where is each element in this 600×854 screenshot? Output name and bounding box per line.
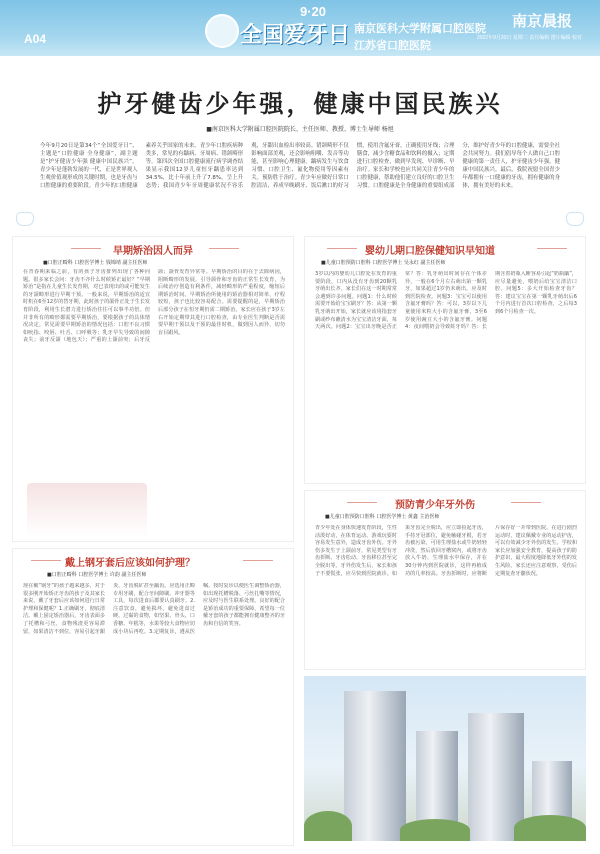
title-ornament <box>327 248 357 249</box>
lead-article <box>40 142 560 230</box>
title-ornament <box>31 560 61 561</box>
section-author: ■儿童口腔预防口腔科 口腔医学博士 吴永红 副主任医师 <box>321 260 446 266</box>
title-ornament <box>71 248 101 249</box>
section-trauma-prevention <box>304 490 586 670</box>
title-ornament <box>209 248 239 249</box>
section-braces-care <box>12 548 294 846</box>
section-title: 预防青少年牙外伤 <box>395 500 475 511</box>
section-author: ■口腔正畸科 口腔医学博士 钱锦靖 副主任医师 <box>43 260 148 266</box>
section-paragraph: 3岁以内的婴幼儿口腔处在发育的重要阶段，口内从没有牙齿到20颗乳牙萌出长齐。家长们在这一时期常常会遇到许多问题。问题1：什么时候需要开始给宝宝刷牙？答：从第一颗乳牙萌出开始，家长就应该用指套牙刷或纱布蘸清水为宝宝清洁牙面，每天两次。问题2：宝宝出牙晚是否正常？答：乳牙萌出时间存在个体差异，一般在6个月左右萌出第一颗乳牙，如果超过1岁仍未萌出，应及时到医院检查。问题3：宝宝可以使用含氟牙膏吗？答：可以，3岁以下儿童使用米粒大小的含氟牙膏，3至6岁使用豌豆大小的含氟牙膏。问题4：夜间喂奶会导致蛀牙吗？答：长期含着奶瓶入睡容易引起“奶瓶龋”，应尽量避免，喂奶后给宝宝清洁口腔。问题5：多大开始检查牙齿？答：建议宝宝在第一颗乳牙萌出后6个月内进行首次口腔检查，之后每3到6个月检查一次。 <box>315 271 577 331</box>
trees-shape <box>400 819 470 841</box>
teeth-illustration <box>27 483 147 537</box>
section-paragraph: 现在戴“钢牙”的孩子越来越多，对于很多刚开始矫正牙齿的孩子及其家长来说，戴了牙套后应该如何进行日常护理和保健呢？1.正确刷牙，彻底清洁。戴上固定矫治器后，牙齿表面多了托槽和弓丝，食物残渣更容易滞留，如果清洁不到位，容易引起牙龈炎、牙齿脱矿甚至龋齿。应选用正畸专用牙刷，配合牙间隙刷、冲牙器等工具，每次进食后都要认真刷牙。2.注意饮食，避免损坏。避免进食过硬、过黏的食物，如坚果、骨头、口香糖、年糕等，水果等较大食物应切成小块后再吃。3.定期复诊，遵从医嘱。按时复诊以便医生调整矫治器，如出现托槽脱落、弓丝扎嘴等情况，应及时与医生联系处理。良好的配合是矫治成功的重要保障，希望每一位戴牙套的孩子都能拥有健康整齐的牙齿和自信的笑容。 <box>23 583 285 635</box>
section-early-orthodontics <box>12 236 294 542</box>
section-text <box>315 525 577 667</box>
title-ornament <box>243 560 273 561</box>
tooth-logo-icon <box>205 14 239 48</box>
title-ornament <box>347 502 377 503</box>
header-meta: 2022年9月20日 星期二 责任编辑 图片编辑 校对 <box>476 35 582 41</box>
newspaper-name: 南京晨报 <box>511 12 572 30</box>
section-text <box>315 271 577 479</box>
page-number: A04 <box>24 32 47 46</box>
section-author: ■儿童口腔预防口腔科 口腔医学博士 黄鑫 主治医师 <box>325 514 440 520</box>
page-header <box>0 0 600 56</box>
section-author: ■口腔正畸科 口腔医学博士 许韵 副主任医师 <box>47 572 147 578</box>
lead-text: 今年9月20日是第34个“全国爱牙日”，主题是“口腔健康 全身健康”，副主题是“护牙健齿少年强 健康中国民族兴”。青少年是蓬勃发展的一代，正是世界观人生观价值观形成的关键时期，也是牙齿与口腔健康的重要阶段。青少年的口腔健康素养关乎国家的未来。青少年口腔疾病种类多，常见的有龋病、牙周病、错颌畸形等。第四次全国口腔健康流行病学调查结果显示我国12岁儿童恒牙龋患率达到34.5%，比十年前上升了7.8%，呈上升态势；我国青少年牙周健康状况不容乐观，牙龈出血检出率较高。错颌畸形不仅影响面部美观，还会影响咀嚼、发音等功能，甚至影响心理健康。龋病发生与饮食习惯、口腔卫生、氟化物使用等因素有关。预防胜于治疗。青少年应做好日常口腔清洁，养成早晚刷牙、饭后漱口的好习惯，使用含氟牙膏，正确使用牙线；合理膳食，减少含糖食品和饮料的摄入；定期进行口腔检查，做到早发现、早诊断、早治疗。家长和学校也应共同关注青少年的口腔健康，帮助他们建立良好的口腔卫生习惯。口腔健康是全身健康的重要组成部分，维护好青少年的口腔健康，需要全社会共同努力。我们倡导每个人做自己口腔健康的第一责任人，护牙健齿少年强，健康中国民族兴。最后，我院祝愿全国青少年都拥有一口健康的牙齿，拥有健康的身体，拥有美好的未来。 <box>40 143 560 190</box>
section-paragraph: 在青春期来临之前，有的孩子牙齿排列出现了各种问题。很多家长会问：牙齿不齐什么时候矫正最好？“早期矫治”是指在儿童生长发育期，对已表现出的或可能发生的牙颌畸形进行早期干预。一般来说，早期矫治的适宜时机在6至12岁的替牙期，此时孩子的颌骨正处于生长发育阶段，利用生长潜力进行矫治往往可以事半功倍。但并非所有的畸形都需要早期矫治，要根据孩子的具体情况决定。常见需要早期矫治的情况包括：口腔不良习惯如吮指、咬唇、吐舌、口呼吸等；乳牙早失导致的间隙丧失；前牙反颌（地包天）；严重的上颌前突；后牙反颌；颌骨发育异常等。早期矫治的目的在于去除病因，阻断畸形的发展，引导颌骨和牙齿的正常生长发育，为后续治疗创造有利条件，减轻畸形的严重程度，缩短后期矫治时间。早期矫治所使用的矫治器相对简单，疗程较短，孩子也比较容易配合。需要提醒的是，早期矫治后部分孩子在恒牙期仍需二期矫治。家长应在孩子3岁左右开始定期带其进行口腔检查，由专业医生判断是否需要早期干预以及干预的最佳时机，做到因人而异，切勿盲目跟风。 <box>23 269 285 344</box>
title-ornament <box>511 502 541 503</box>
trees-shape <box>304 811 352 841</box>
hospital-building-photo <box>304 676 586 841</box>
building-shape <box>344 691 406 841</box>
title-ornament <box>537 248 567 249</box>
section-title: 婴幼儿期口腔保健知识早知道 <box>365 246 495 257</box>
trees-shape <box>514 815 586 841</box>
section-infant-care <box>304 236 586 484</box>
header-title: 全国爱牙日 <box>240 23 351 48</box>
byline: ■南京医科大学附属口腔医院院长、主任医师、教授、博士生导师 杨旭 <box>206 126 394 133</box>
tooth-icon <box>16 212 34 226</box>
header-sponsor-1: 南京医科大学附属口腔医院 <box>354 22 486 35</box>
headline: 护牙健齿少年强，健康中国民族兴 <box>97 90 503 118</box>
header-date: 9·20 <box>300 4 327 19</box>
header-sponsor-2: 江苏省口腔医院 <box>354 39 431 52</box>
section-text <box>23 583 285 841</box>
section-title: 早期矫治因人而异 <box>113 246 193 257</box>
section-title: 戴上钢牙套后应该如何护理？ <box>65 558 195 569</box>
building-shape <box>468 713 524 841</box>
tooth-icon <box>566 212 584 226</box>
section-paragraph: 青少年处在身体快速发育阶段，生性活泼好动，在体育运动、游戏玩耍时容易发生意外，造成牙齿外伤。牙外伤多发生于上颌前牙，常见类型有牙齿折断、牙齿松动、牙齿移位甚至完全脱出等。牙外伤发生后，家长和孩子不要慌张，应尽快到医院就诊。如果牙齿完全脱出，应立即捡起牙齿，手持牙冠部位，避免触碰牙根，若牙齿被污染，可用生理盐水或牛奶轻轻冲洗，然后放回牙槽窝内，或将牙齿放入牛奶、生理盐水中保存，并在30分钟内到医院就诊，这样再植成功的几率较高。牙齿折断时，应将断片保存好一并带到医院。在进行剧烈运动时，建议佩戴专业的运动护齿，可以有效减少牙外伤的发生。学校和家长应加强安全教育，提高孩子的防护意识，最大程度地降低牙外伤的发生风险。家长还应注意观察，受伤后定期复查牙髓状况。 <box>315 525 577 577</box>
